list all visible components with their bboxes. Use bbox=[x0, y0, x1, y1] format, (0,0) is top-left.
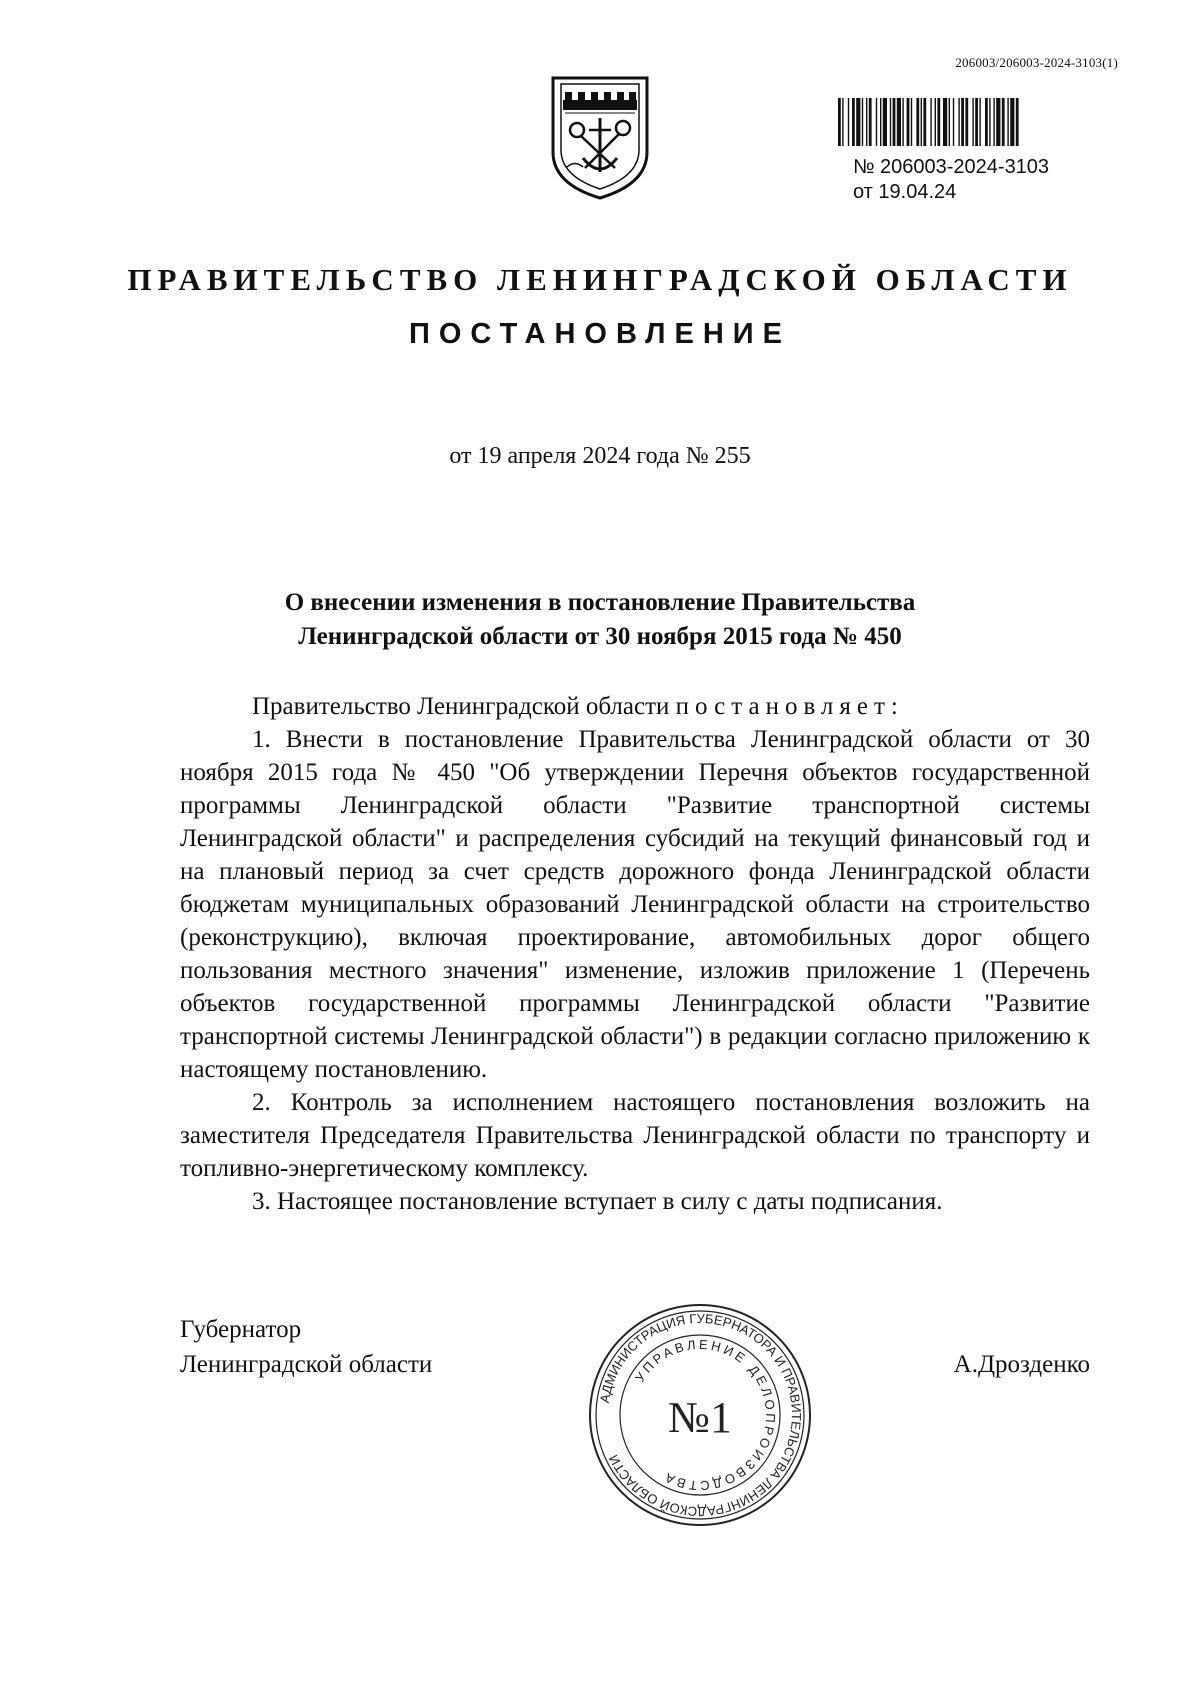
body-intro bbox=[180, 690, 1090, 723]
registration-date: от 19.04.24 bbox=[853, 181, 957, 203]
document-body bbox=[180, 690, 1090, 1218]
position-line-2: Ленинградской области bbox=[180, 1351, 433, 1378]
signatory-name: А.Дрозденко bbox=[953, 1351, 1090, 1378]
signatory-position bbox=[180, 1312, 432, 1382]
body-paragraph-2: 2. Контроль за исполнением настоящего постановления возложить на заместителя Председателя Правительства Ленинградской области по транспорту и топливно-энергетическому комплексу. bbox=[180, 1089, 1090, 1182]
stamp-outer-text: АДМИНИСТРАЦИЯ ГУБЕРНАТОРА И ПРАВИТЕЛЬСТВА ЛЕНИНГРАДСКОЙ ОБЛАСТИ bbox=[596, 1310, 805, 1520]
position-line-1: Губернатор bbox=[180, 1316, 302, 1343]
document-date-number: от 19 апреля 2024 года № 255 bbox=[449, 443, 751, 469]
intro-prefix: Правительство Ленинградской области bbox=[252, 693, 670, 720]
organization-name: ПРАВИТЕЛЬСТВО ЛЕНИНГРАДСКОЙ ОБЛАСТИ bbox=[127, 262, 1073, 297]
body-paragraph-3: 3. Настоящее постановление вступает в силу с даты подписания. bbox=[252, 1188, 943, 1215]
registration-block bbox=[853, 155, 1049, 205]
title-line-2: Ленинградской области от 30 ноября 2015 года № 450 bbox=[298, 623, 902, 650]
body-paragraph-1: 1. Внести в постановление Правительства Ленинградской области от 30 ноября 2015 года № 450 "Об утверждении Перечня объектов государственной программы Ленинградской области "Развитие транспортной системы Ленинградской области" и распределения субсидий на текущий финансовый год и на плановый период за счет средств дорожного фонда Ленинградской области бюджетам муниципальных образований Ленинградской области на строительство (реконструкцию), включая проектирование, автомобильных дорог общего пользования местного значения" изменение, изложив приложение 1 (Перечень объектов государственной программы Ленинградской области "Развитие транспортной системы Ленинградской области") в редакции согласно приложению к настоящему постановлению. bbox=[180, 726, 1090, 1083]
title-line-1: О внесении изменения в постановление Правительства bbox=[284, 589, 916, 616]
seal-icon bbox=[585, 1300, 815, 1530]
document-type: ПОСТАНОВЛЕНИЕ bbox=[409, 318, 791, 350]
intro-verb: постановляет: bbox=[675, 693, 904, 720]
stamp-inner-text: УПРАВЛЕНИЕ ДЕЛОПРОИЗВОДСТВА bbox=[631, 1336, 779, 1494]
registration-number: № 206003-2024-3103 bbox=[853, 156, 1050, 178]
document-id: 206003/206003-2024-3103(1) bbox=[955, 55, 1118, 70]
coat-of-arms-icon bbox=[545, 72, 655, 202]
barcode-icon bbox=[838, 98, 1094, 146]
stamp-number: №1 bbox=[668, 1393, 732, 1442]
document-title bbox=[150, 586, 1050, 654]
